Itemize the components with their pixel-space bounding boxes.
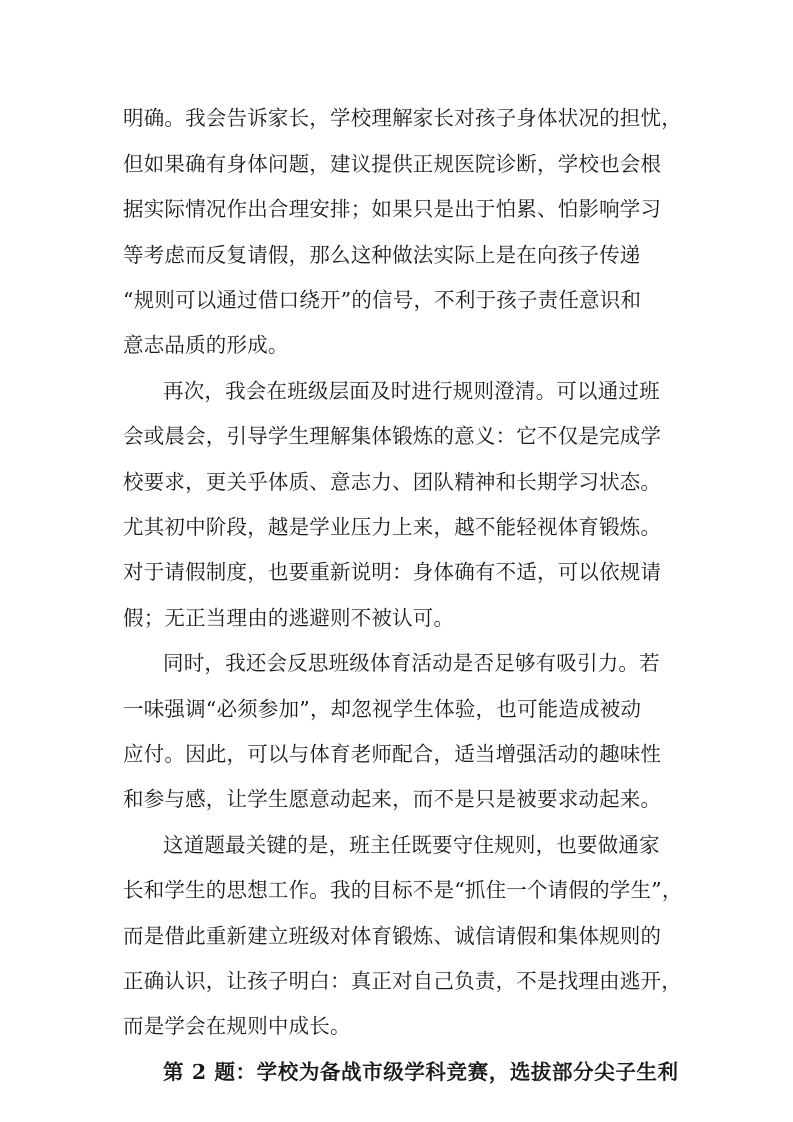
question-heading: 第 2 题：学校为备战市级学科竞赛，选拔部分尖子生利 [163,1060,679,1084]
paragraph-first-line: 再次，我会在班级层面及时进行规则澄清。可以通过班 [163,379,660,403]
body-text-line: 会或晨会，引导学生理解集体锻炼的意义：它不仅是完成学 [123,424,662,448]
body-text-line: 长和学生的思想工作。我的目标不是“抓住一个请假的学生”， [123,878,683,902]
body-text-line: “规则可以通过借口绕开”的信号，不利于孩子责任意识和 [123,288,642,312]
body-text-line: 正确认识，让孩子明白：真正对自己负责，不是找理由逃开， [123,969,682,993]
body-text-line: 据实际情况作出合理安排；如果只是出于怕累、怕影响学习 [123,197,662,221]
body-text-line: 等考虑而反复请假，那么这种做法实际上是在向孩子传递 [123,243,641,267]
body-text-line: 应付。因此，可以与体育老师配合，适当增强活动的趣味性 [123,742,662,766]
body-text-line: 明确。我会告诉家长，学校理解家长对孩子身体状况的担忧， [123,106,682,130]
paragraph-first-line: 同时，我还会反思班级体育活动是否足够有吸引力。若 [163,651,660,675]
body-text-line: 一味强调“必须参加”，却忽视学生体验，也可能造成被动 [123,697,642,721]
body-text-line: 尤其初中阶段，越是学业压力上来，越不能轻视体育锻炼。 [123,515,662,539]
body-text-line: 而是学会在规则中成长。 [123,1014,351,1038]
body-text-line: 意志品质的形成。 [123,333,289,357]
body-text-line: 假；无正当理由的逃避则不被认可。 [123,606,455,630]
body-text-line: 和参与感，让学生愿意动起来，而不是只是被要求动起来。 [123,787,662,811]
body-text-line: 校要求，更关乎体质、意志力、团队精神和长期学习状态。 [123,470,662,494]
body-text-line: 而是借此重新建立班级对体育锻炼、诚信请假和集体规则的 [123,924,662,948]
paragraph-first-line: 这道题最关键的是，班主任既要守住规则，也要做通家 [163,833,660,857]
body-text-line: 对于请假制度，也要重新说明：身体确有不适，可以依规请 [123,560,662,584]
body-text-line: 但如果确有身体问题，建议提供正规医院诊断，学校也会根 [123,152,662,176]
